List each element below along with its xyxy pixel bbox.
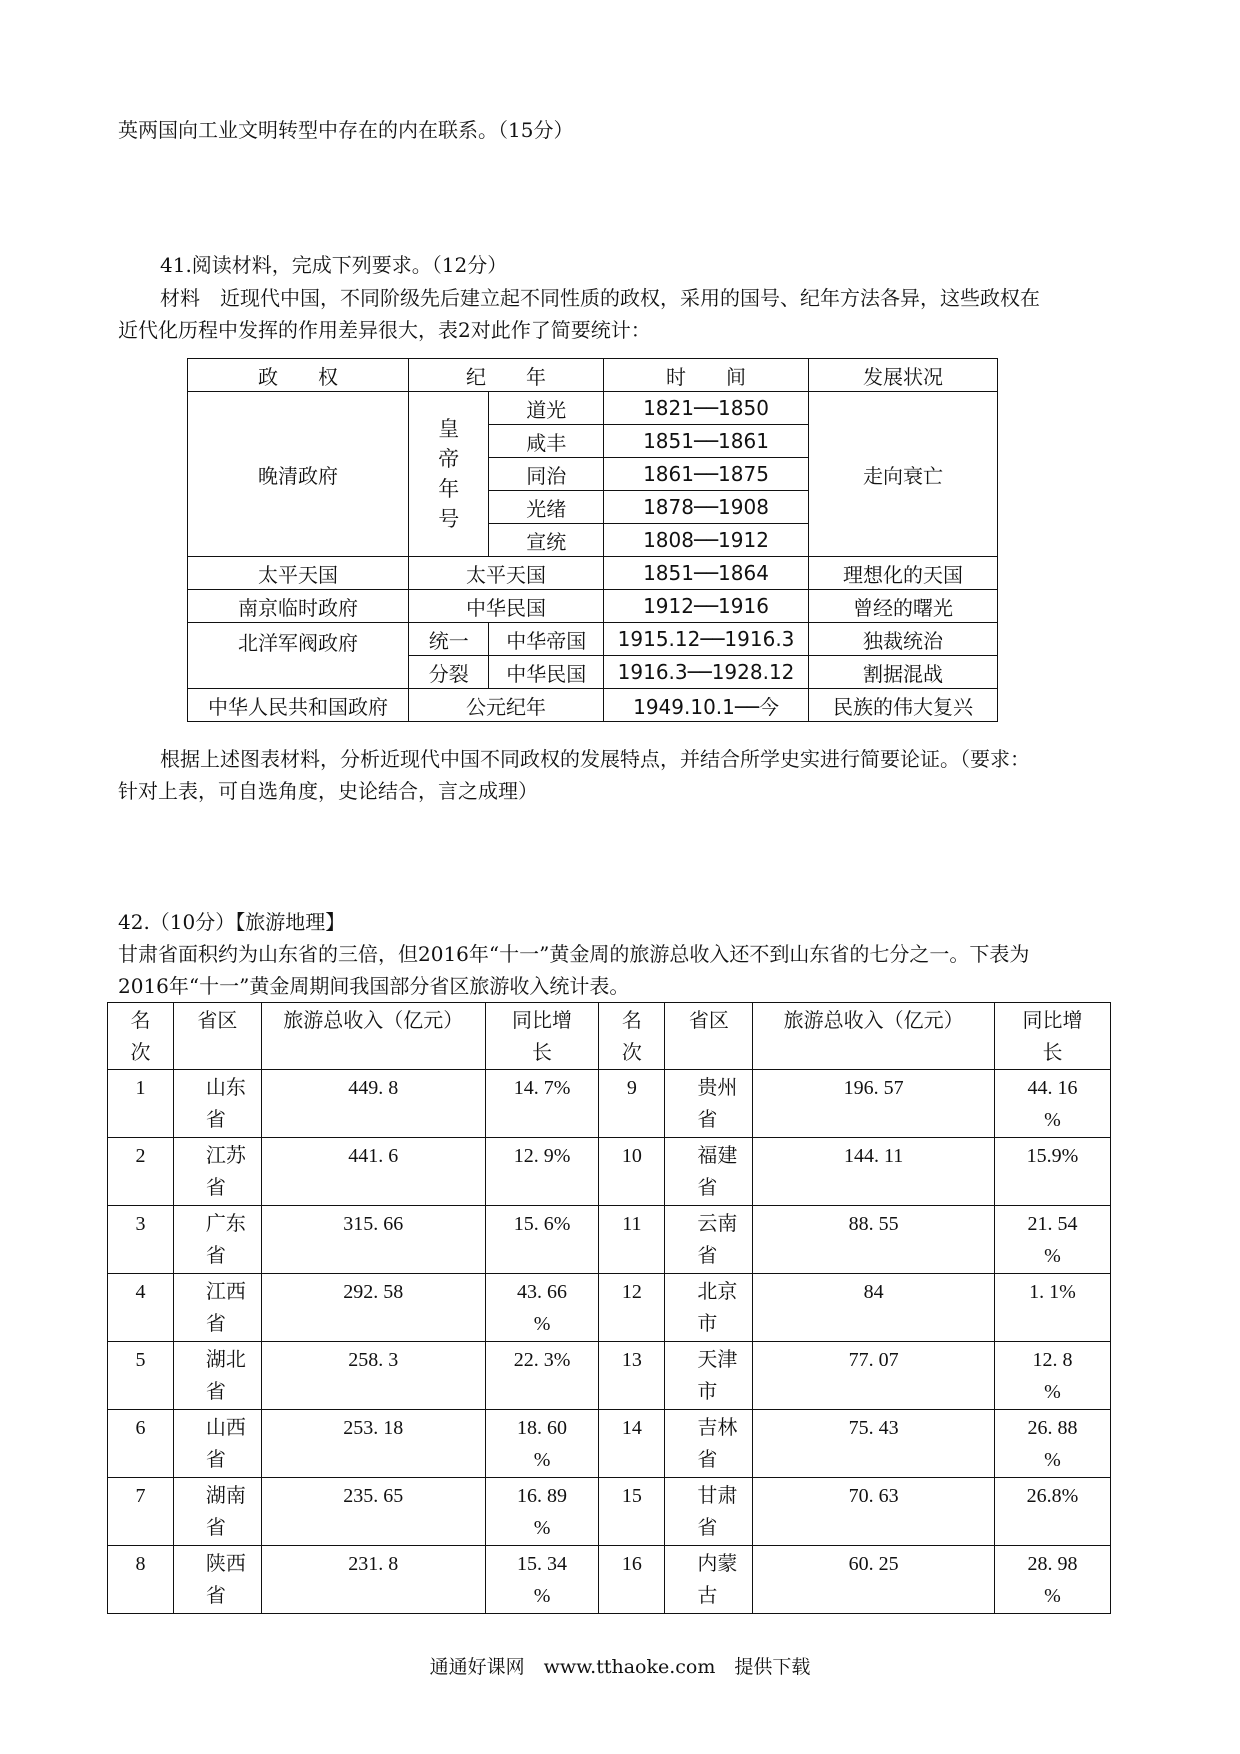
rank-cell: 2 (108, 1138, 174, 1206)
income-cell: 235. 65 (261, 1478, 485, 1546)
province-cell: 江西 省 (173, 1274, 261, 1342)
table-row (188, 689, 998, 722)
growth-cell: 28. 98 % (995, 1546, 1111, 1614)
growth-cell: 43. 66 % (485, 1274, 599, 1342)
rank-cell: 11 (599, 1206, 665, 1274)
rank-cell: 7 (108, 1478, 174, 1546)
growth-cell: 15.9% (995, 1138, 1111, 1206)
growth-cell: 22. 3% (485, 1342, 599, 1410)
header-income: 旅游总收入（亿元） (261, 1003, 485, 1070)
province-cell: 湖南 省 (173, 1478, 261, 1546)
q41-question-line2: 针对上表，可自选角度，史论结合，言之成理） (118, 779, 538, 803)
header-rank: 名 次 (599, 1003, 665, 1070)
nanjing-status: 曾经的曙光 (809, 590, 998, 623)
growth-cell: 15. 34 % (485, 1546, 599, 1614)
province-cell: 山东 省 (173, 1070, 261, 1138)
rank-cell: 6 (108, 1410, 174, 1478)
income-cell: 60. 25 (753, 1546, 995, 1614)
q41-question-line1: 根据上述图表材料，分析近现代中国不同政权的发展特点，并结合所学史实进行简要论证。（要求： (160, 747, 1030, 771)
header-era: 纪 年 (409, 359, 604, 392)
nanjing-regime: 南京临时政府 (188, 590, 409, 623)
province-cell: 广东 省 (173, 1206, 261, 1274)
table-row (188, 557, 998, 590)
reign-time: 1821──1850 (604, 392, 809, 425)
growth-cell: 16. 89 % (485, 1478, 599, 1546)
rank-cell: 5 (108, 1342, 174, 1410)
table-row (108, 1478, 1111, 1546)
reign-time: 1808──1912 (604, 524, 809, 557)
province-cell: 北京 市 (665, 1274, 753, 1342)
income-cell: 231. 8 (261, 1546, 485, 1614)
reign-time: 1878──1908 (604, 491, 809, 524)
table-row (108, 1342, 1111, 1410)
taiping-era: 太平天国 (409, 557, 604, 590)
table-row (188, 623, 998, 656)
reign-name: 宣统 (489, 524, 604, 557)
province-cell: 山西 省 (173, 1410, 261, 1478)
growth-cell: 18. 60 % (485, 1410, 599, 1478)
table-row (108, 1138, 1111, 1206)
income-cell: 196. 57 (753, 1070, 995, 1138)
province-cell: 湖北 省 (173, 1342, 261, 1410)
q41-title: 41.阅读材料，完成下列要求。（12分） (160, 253, 508, 277)
rank-cell: 1 (108, 1070, 174, 1138)
income-cell: 144. 11 (753, 1138, 995, 1206)
prc-era: 公元纪年 (409, 689, 604, 722)
qing-regime: 晚清政府 (188, 392, 409, 557)
rank-cell: 10 (599, 1138, 665, 1206)
growth-cell: 15. 6% (485, 1206, 599, 1274)
growth-cell: 26. 88 % (995, 1410, 1111, 1478)
header-rank: 名 次 (108, 1003, 174, 1070)
q42-title: 42.（10分）【旅游地理】 (118, 910, 346, 934)
reign-time: 1861──1875 (604, 458, 809, 491)
q41-material-line2: 近代化历程中发挥的作用差异很大，表2对此作了简要统计： (118, 318, 651, 342)
income-cell: 315. 66 (261, 1206, 485, 1274)
regime-table (187, 358, 998, 722)
rank-cell: 16 (599, 1546, 665, 1614)
q42-line2: 2016年“十一”黄金周期间我国部分省区旅游收入统计表。 (118, 974, 630, 998)
table-row (108, 1206, 1111, 1274)
prc-status: 民族的伟大复兴 (809, 689, 998, 722)
reign-name: 光绪 (489, 491, 604, 524)
rank-cell: 8 (108, 1546, 174, 1614)
growth-cell: 26.8% (995, 1478, 1111, 1546)
province-cell: 甘肃 省 (665, 1478, 753, 1546)
income-cell: 292. 58 (261, 1274, 485, 1342)
table-row (108, 1274, 1111, 1342)
growth-cell: 44. 16 % (995, 1070, 1111, 1138)
q41-material-line1: 材料 近现代中国，不同阶级先后建立起不同性质的政权，采用的国号、纪年方法各异，这些政权在 (160, 286, 1040, 310)
province-cell: 云南 省 (665, 1206, 753, 1274)
rank-cell: 12 (599, 1274, 665, 1342)
growth-cell: 12. 8 % (995, 1342, 1111, 1410)
header-growth: 同比增 长 (485, 1003, 599, 1070)
beiyang-era: 中华帝国 (489, 623, 604, 656)
table-row (188, 392, 998, 425)
qing-status: 走向衰亡 (809, 392, 998, 557)
beiyang-time: 1916.3──1928.12 (604, 656, 809, 689)
income-cell: 258. 3 (261, 1342, 485, 1410)
income-cell: 75. 43 (753, 1410, 995, 1478)
header-regime: 政 权 (188, 359, 409, 392)
rank-cell: 13 (599, 1342, 665, 1410)
beiyang-status: 独裁统治 (809, 623, 998, 656)
rank-cell: 4 (108, 1274, 174, 1342)
rank-cell: 9 (599, 1070, 665, 1138)
income-cell: 449. 8 (261, 1070, 485, 1138)
beiyang-type: 分裂 (409, 656, 489, 689)
reign-name: 同治 (489, 458, 604, 491)
table-row (108, 1410, 1111, 1478)
table-header-row (108, 1003, 1111, 1070)
reign-time: 1851──1861 (604, 425, 809, 458)
nanjing-time: 1912──1916 (604, 590, 809, 623)
table-row (108, 1070, 1111, 1138)
rank-cell: 15 (599, 1478, 665, 1546)
taiping-time: 1851──1864 (604, 557, 809, 590)
income-cell: 84 (753, 1274, 995, 1342)
growth-cell: 12. 9% (485, 1138, 599, 1206)
beiyang-regime: 北洋军阀政府 (188, 623, 409, 689)
beiyang-time: 1915.12──1916.3 (604, 623, 809, 656)
taiping-regime: 太平天国 (188, 557, 409, 590)
table-header-row (188, 359, 998, 392)
prc-regime: 中华人民共和国政府 (188, 689, 409, 722)
intro-line: 英两国向工业文明转型中存在的内在联系。（15分） (118, 118, 574, 142)
taiping-status: 理想化的天国 (809, 557, 998, 590)
header-time: 时 间 (604, 359, 809, 392)
table-row (188, 590, 998, 623)
header-status: 发展状况 (809, 359, 998, 392)
province-cell: 内蒙 古 (665, 1546, 753, 1614)
income-cell: 253. 18 (261, 1410, 485, 1478)
page-footer: 通通好课网 www.tthaoke.com 提供下载 (429, 1656, 811, 1678)
beiyang-type: 统一 (409, 623, 489, 656)
nanjing-era: 中华民国 (409, 590, 604, 623)
growth-cell: 14. 7% (485, 1070, 599, 1138)
header-province: 省区 (173, 1003, 261, 1070)
growth-cell: 1. 1% (995, 1274, 1111, 1342)
income-cell: 70. 63 (753, 1478, 995, 1546)
rank-cell: 14 (599, 1410, 665, 1478)
q42-line1: 甘肃省面积约为山东省的三倍，但2016年“十一”黄金周的旅游总收入还不到山东省的七分之一。下表为 (118, 942, 1030, 966)
province-cell: 陕西 省 (173, 1546, 261, 1614)
income-cell: 77. 07 (753, 1342, 995, 1410)
beiyang-status: 割据混战 (809, 656, 998, 689)
header-growth: 同比增 长 (995, 1003, 1111, 1070)
table-row (108, 1546, 1111, 1614)
reign-name: 咸丰 (489, 425, 604, 458)
header-province: 省区 (665, 1003, 753, 1070)
province-cell: 天津 市 (665, 1342, 753, 1410)
province-cell: 贵州 省 (665, 1070, 753, 1138)
reign-name: 道光 (489, 392, 604, 425)
tourism-income-table (107, 1002, 1111, 1614)
growth-cell: 21. 54 % (995, 1206, 1111, 1274)
province-cell: 江苏 省 (173, 1138, 261, 1206)
rank-cell: 3 (108, 1206, 174, 1274)
qing-era-label: 皇 帝 年 号 (409, 392, 489, 557)
beiyang-era: 中华民国 (489, 656, 604, 689)
province-cell: 吉林 省 (665, 1410, 753, 1478)
income-cell: 88. 55 (753, 1206, 995, 1274)
province-cell: 福建 省 (665, 1138, 753, 1206)
header-income: 旅游总收入（亿元） (753, 1003, 995, 1070)
income-cell: 441. 6 (261, 1138, 485, 1206)
prc-time: 1949.10.1──今 (604, 689, 809, 722)
